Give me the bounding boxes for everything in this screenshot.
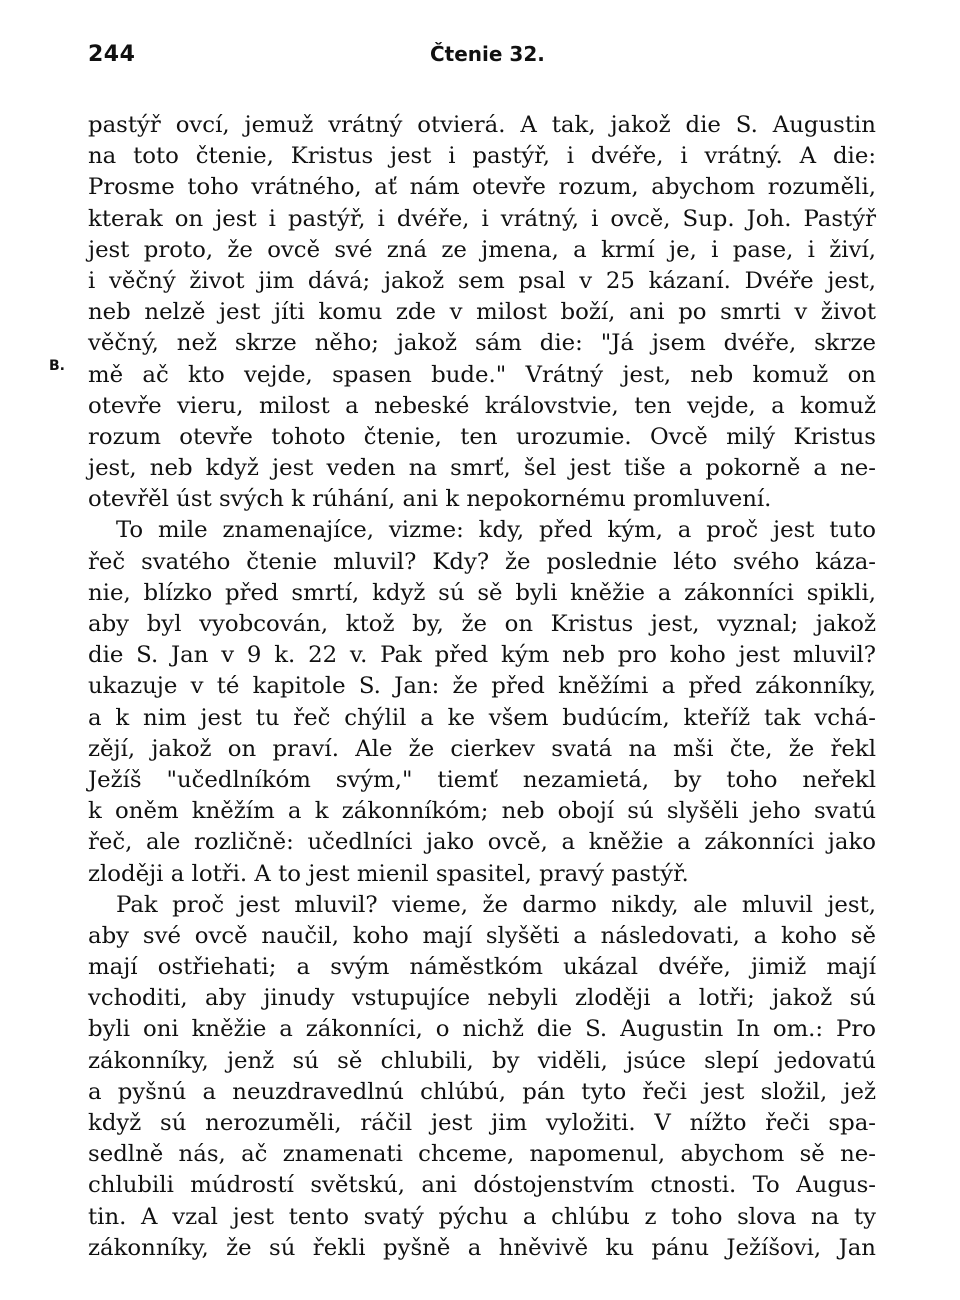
text-line: zějí, jakož on praví. Ale že cierkev svatá na mši čte, že řekl bbox=[88, 735, 876, 762]
text-line: Prosme toho vrátného, ať nám otevře rozum, abychom rozuměli, bbox=[88, 174, 876, 201]
text-line: i věčný život jim dává; jakož sem psal v 25 kázaní. Dvéře jest, bbox=[88, 267, 876, 294]
text-line: Ježíš "učedlníkóm svým," tiemť nezamietá, by toho neřekl bbox=[88, 766, 876, 793]
text-line: vchoditi, aby jinudy vstupujíce nebyli zloději a lotři; jakož sú bbox=[88, 985, 876, 1012]
text-line: byli oni kněžie a zákonníci, o nichž die S. Augustin In om.: Pro bbox=[88, 1016, 876, 1043]
text-line: jest, neb když jest veden na smrť, šel jest tiše a pokorně a ne- bbox=[88, 455, 876, 482]
body-text bbox=[88, 110, 876, 1264]
text-line: otevře vieru, milost a nebeské královstvie, ten vejde, a komuž bbox=[88, 392, 876, 419]
text-line: chlubili múdrostí světskú, ani dóstojenstvím ctnosti. To Augus- bbox=[88, 1172, 876, 1199]
text-line: neb nelzě jest jíti komu zde v milost boží, ani po smrti v život bbox=[88, 299, 876, 326]
text-line: tin. A vzal jest tento svatý pýchu a chlúbu z toho slova na ty bbox=[88, 1203, 876, 1230]
text-line: rozum otevře tohoto čtenie, ten urozumie. Ovcě milý Kristus bbox=[88, 423, 876, 450]
text-line: řeč svatého čtenie mluvil? Kdy? že poslednie léto svého káza- bbox=[88, 548, 876, 575]
text-line: a pyšnú a neuzdravedlnú chlúbú, pán tyto řeči jest složil, jež bbox=[88, 1078, 876, 1105]
text-line: To mile znamenajíce, vizme: kdy, před kým, a proč jest tuto bbox=[116, 517, 876, 544]
text-line: zloději a lotři. A to jest mienil spasitel, pravý pastýř. bbox=[88, 860, 689, 887]
text-line: aby byl vyobcován, ktož by, že on Kristus jest, vyznal; jakož bbox=[88, 611, 876, 637]
text-line: zákonníky, že sú řekli pyšně a hněvivě ku pánu Ježíšovi, Jan bbox=[88, 1234, 876, 1261]
page-number: 244 bbox=[88, 42, 136, 67]
text-line: a k nim jest tu řeč chýlil a ke všem budúcím, kteříž tak vchá- bbox=[88, 704, 876, 731]
text-line: věčný, než skrze něho; jakož sám die: "Já jsem dvéře, skrze bbox=[88, 330, 876, 357]
text-line: zákonníky, jenž sú sě chlubili, by viděli, jsúce slepí jedovatú bbox=[88, 1047, 876, 1074]
page-header bbox=[0, 42, 960, 72]
text-line: pastýř ovcí, jemuž vrátný otvierá. A tak, jakož die S. Augustin bbox=[88, 112, 876, 138]
text-line: když sú nerozuměli, ráčil jest jim vyložiti. V nížto řeči spa- bbox=[88, 1110, 876, 1136]
text-line: mě ač kto vejde, spasen bude." Vrátný jest, neb komuž on bbox=[88, 361, 876, 388]
text-line: Pak proč jest mluvil? vieme, že darmo nikdy, ale mluvil jest, bbox=[116, 891, 876, 918]
text-line: na toto čtenie, Kristus jest i pastýř, i dvéře, i vrátný. A die: bbox=[88, 143, 876, 170]
text-line: die S. Jan v 9 k. 22 v. Pak před kým neb pro koho jest mluvil? bbox=[88, 642, 876, 669]
text-line: nie, blízko před smrtí, když sú sě byli kněžie a zákonníci spikli, bbox=[88, 579, 876, 606]
text-line: ukazuje v té kapitole S. Jan: že před kněžími a před zákonníky, bbox=[88, 673, 876, 700]
text-line: mají ostřiehati; a svým náměstkóm ukázal dvéře, jimiž mají bbox=[88, 954, 876, 981]
text-line: k oněm kněžím a k zákonníkóm; neb obojí sú slyšěli jeho svatú bbox=[88, 798, 876, 825]
text-line: řeč, ale rozličně: učedlníci jako ovcě, a kněžie a zákonníci jako bbox=[88, 829, 876, 856]
text-line: kterak on jest i pastýř, i dvéře, i vrátný, i ovcě, Sup. Joh. Pastýř bbox=[88, 205, 876, 232]
text-line: sedlně nás, ač znamenati chceme, napomenul, abychom sě ne- bbox=[88, 1141, 876, 1168]
running-title: Čtenie 32. bbox=[430, 42, 545, 66]
text-line: jest proto, že ovcě své zná ze jmena, a krmí je, i pase, i živí, bbox=[88, 236, 876, 263]
margin-note: B. bbox=[49, 358, 65, 374]
text-line: aby své ovcě naučil, koho mají slyšěti a následovati, a koho sě bbox=[88, 922, 876, 949]
text-line: otevřěl úst svých k rúhání, ani k nepokornému promluvení. bbox=[88, 486, 772, 513]
